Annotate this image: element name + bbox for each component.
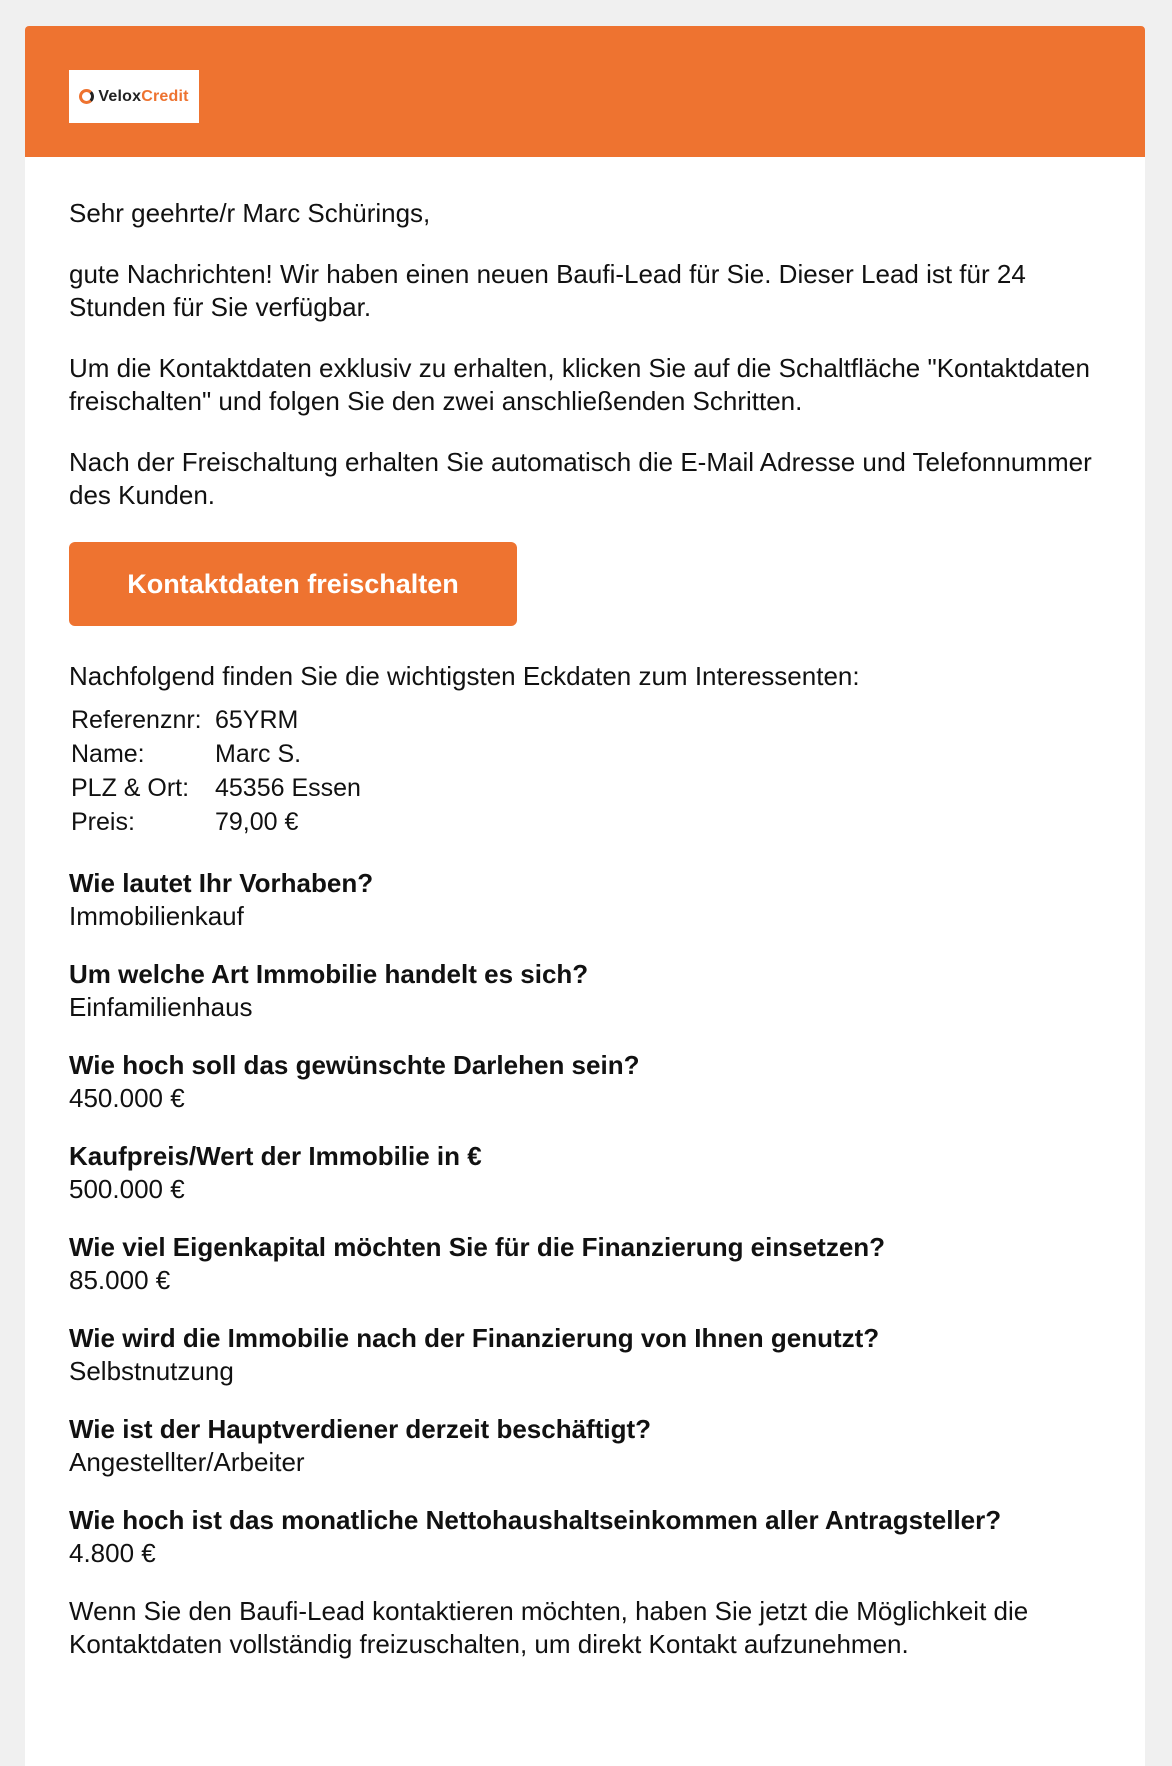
- question: Wie wird die Immobilie nach der Finanzierung von Ihnen genutzt?: [69, 1323, 880, 1353]
- detail-label: Name:: [71, 739, 145, 768]
- lead-details-table: [69, 703, 363, 839]
- detail-value: 65YRM: [215, 705, 299, 734]
- email-card: [25, 26, 1145, 1766]
- question: Um welche Art Immobilie handelt es sich?: [69, 959, 589, 989]
- question: Wie hoch soll das gewünschte Darlehen sein?: [69, 1050, 640, 1080]
- brand-name-part2: Credit: [141, 87, 189, 105]
- table-row: [69, 805, 363, 839]
- detail-value: Marc S.: [215, 739, 302, 768]
- qa-item: [69, 958, 1101, 1024]
- question: Wie ist der Hauptverdiener derzeit beschäftigt?: [69, 1414, 652, 1444]
- question: Kaufpreis/Wert der Immobilie in €: [69, 1141, 482, 1171]
- answer: 500.000 €: [69, 1174, 185, 1204]
- unlock-contact-button[interactable]: Kontaktdaten freischalten: [69, 542, 517, 626]
- table-row: [69, 703, 363, 737]
- detail-value: 79,00 €: [215, 807, 299, 836]
- brand-name-part1: Velox: [98, 87, 142, 105]
- answer: Selbstnutzung: [69, 1356, 234, 1386]
- qa-item: [69, 1322, 1101, 1388]
- answer: 85.000 €: [69, 1265, 171, 1295]
- greeting: Sehr geehrte/r Marc Schürings,: [69, 198, 431, 228]
- qa-item: [69, 1140, 1101, 1206]
- qa-item: [69, 1231, 1101, 1297]
- outro-paragraph: Wenn Sie den Baufi-Lead kontaktieren möchten, haben Sie jetzt die Möglichkeit die Kontaktdaten vollständig freizuschalten, um direkt Kontakt aufzunehmen.: [69, 1596, 1029, 1659]
- detail-label: PLZ & Ort:: [71, 773, 190, 802]
- email-header: [25, 26, 1145, 157]
- table-row: [69, 737, 363, 771]
- answer: Angestellter/Arbeiter: [69, 1447, 305, 1477]
- answer: 450.000 €: [69, 1083, 185, 1113]
- email-body: [25, 157, 1145, 1661]
- qa-item: [69, 1504, 1101, 1570]
- answer: Einfamilienhaus: [69, 992, 253, 1022]
- qa-item: [69, 867, 1101, 933]
- details-intro: Nachfolgend finden Sie die wichtigsten Eckdaten zum Interessenten:: [69, 661, 860, 691]
- intro-paragraph: gute Nachrichten! Wir haben einen neuen Baufi-Lead für Sie. Dieser Lead ist für 24 Stunden für Sie verfügbar.: [69, 259, 1026, 322]
- detail-label: Preis:: [71, 807, 135, 836]
- question: Wie viel Eigenkapital möchten Sie für die Finanzierung einsetzen?: [69, 1232, 886, 1262]
- ring-logo-icon: [79, 89, 94, 104]
- answer: 4.800 €: [69, 1538, 156, 1568]
- instructions-paragraph: Um die Kontaktdaten exklusiv zu erhalten, klicken Sie auf die Schaltfläche "Kontaktdaten freischalten" und folgen Sie den zwei anschließenden Schritten.: [69, 353, 1090, 416]
- detail-label: Referenznr:: [71, 705, 202, 734]
- qa-item: [69, 1413, 1101, 1479]
- qa-item: [69, 1049, 1101, 1115]
- info-paragraph: Nach der Freischaltung erhalten Sie automatisch die E-Mail Adresse und Telefonnummer des Kunden.: [69, 447, 1092, 510]
- table-row: [69, 771, 363, 805]
- answer: Immobilienkauf: [69, 901, 244, 931]
- brand-logo: [69, 70, 199, 123]
- detail-value: 45356 Essen: [215, 773, 361, 802]
- question: Wie lautet Ihr Vorhaben?: [69, 868, 374, 898]
- question: Wie hoch ist das monatliche Nettohaushaltseinkommen aller Antragsteller?: [69, 1505, 1002, 1535]
